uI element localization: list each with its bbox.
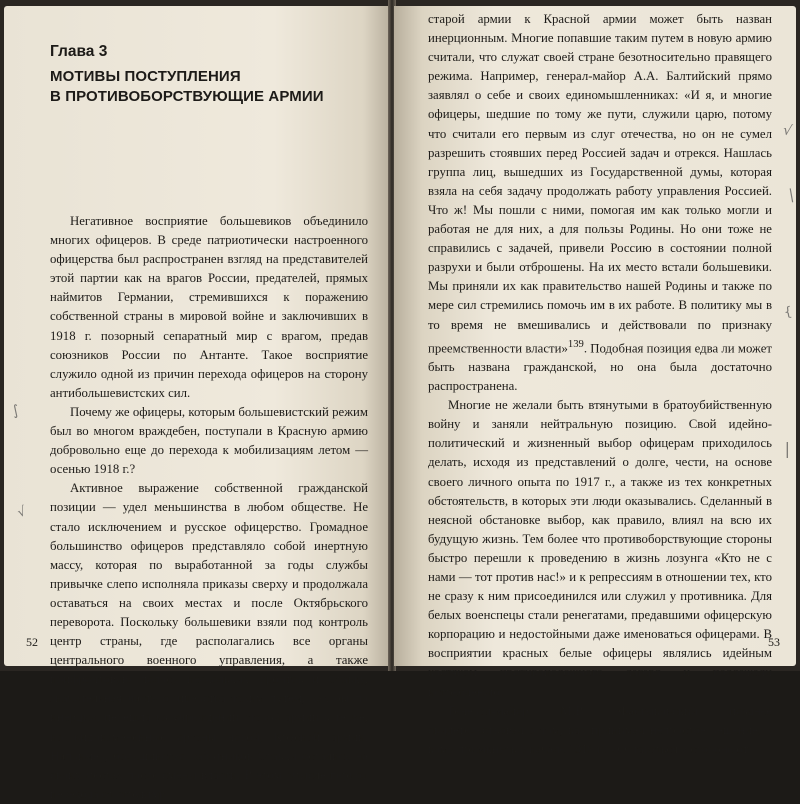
paragraph: Почему же офицеры, которым большевистский режим был во многом враждебен, поступали в Красную армию добровольно еще до перехода к мобилизациям летом — осенью 1918 г.? [50, 404, 368, 477]
footnote-ref: 139 [567, 338, 584, 350]
page-number-left: 52 [26, 635, 38, 649]
left-page [4, 6, 390, 801]
left-page-body [50, 212, 368, 804]
pencil-margin-mark: { [782, 304, 793, 321]
paragraph-text: . Подобная позиция едва ли может быть названа гражданской, но она была достаточно распространена. [428, 340, 772, 394]
right-page [394, 6, 796, 756]
chapter-title-line-1: МОТИВЫ ПОСТУПЛЕНИЯ [50, 68, 241, 85]
pencil-margin-mark: √ [15, 504, 29, 521]
pencil-margin-mark: ∫ [10, 402, 22, 420]
chapter-title-line-2: В ПРОТИВОБОРСТВУЮЩИЕ АРМИИ [50, 88, 324, 105]
chapter-title [50, 67, 370, 107]
pencil-margin-mark: √ [781, 122, 794, 140]
paragraph: Негативное восприятие большевиков объединило многих офицеров. В среде патриотически настроенного офицерства был распространен взгляд на представителей этой партии как на врагов России, предателей, прямых наймитов Германии, стремившихся к поражению собственной страны в мировой войне и заключивших в 1918 г. позорный сепаратный мир с врагом, предав союзников России по Антанте. Такое восприятие служило одной из причин перехода офицеров на сторону антибольшевистских сил. [50, 214, 368, 400]
paragraph-text: старой армии к Красной армии может быть назван инерционным. Многие попавшие таким путем в новую армию считали, что служат своей стране безотносительно правящего режима. Например, генерал-майор А.А. Балтийский прямо заявлял о себе и своих единомышленниках: «И я, и многие офицеры, шедшие по тому же пути, служили царю, потому что считали его первым из слуг отечества, но он не сумел разрешить стоявших перед Россией задач и отрекся. Нашлась группа лиц, вышедших из Государственной думы, которая взяла на себя задачу продолжать работу управления Россией. Что ж! Мы пошли с ними, помогая им как только могли и работая не для них, а для пользы Родины. Но они тоже не справились с задачей, привели Россию в состоянии полной разрухи и были отброшены. На их место встали большевики. Мы приняли их как правительство нашей Родины и также по мере сил стремились помочь им в их работе. В политику мы в то время не вмешивались и действовали по признаку преемственности власти» [428, 12, 772, 355]
chapter-label: Глава 3 [50, 43, 108, 60]
right-page-body [428, 10, 772, 759]
paragraph: Активное выражение собственной гражданской позиции — удел меньшинства в любом обществе. Не стало исключением и русское офицерство. Громадное большинство офицеров представляло собой инертную массу, которая по выработанной за годы службы привычке слепо исполняла приказы сверху и продолжала оставаться на своих местах и после Октябрьского переворота. Поскольку большевики взяли под контроль центр страны, где располагались все органы центрального военного управления, а также прифронтовую полосу нескольких фронтов и Ставку, значительная часть офицерства таким путем, как бы по инерции, перешла из учреждений старой армии в те же, но видоизмененные органы новой, Красной армии. Например, большинство работников Ставки остались на своих местах после смены власти. В этом смысле период перехода от структур [50, 481, 368, 801]
paragraph: Многие не желали быть втянутыми в братоубийственную войну и заняли нейтральную позицию. Свой идейно-политический и жизненный выбор офицерам приходилось делать, исходя из представлений о долге, чести, на основе своего личного опыта по 1917 г., а также из тех конкретных обстоятельств, в которых эти люди оказывались. Сделанный в неясной обстановке выбор, как правило, влиял на всю их будущую жизнь. Тем более что противоборствующие стороны быстро перешли к проведению в жизнь лозунга «Кто не с нами — тот против нас!» и к репрессиям в отношении тех, кто не сразу к ним присоединился или служил у противника. Для белых военспецы стали ренегатами, предавшими офицерскую корпорацию и недостойными даже именоваться офицерами. В восприятии красных белые офицеры являлись идейным костяком противоположного лагеря и подлежали истреблению. [428, 398, 772, 699]
chapter-heading [50, 42, 370, 107]
page-number-right: 53 [768, 635, 780, 649]
paragraph-continued [428, 10, 772, 396]
pencil-margin-mark: | [787, 186, 796, 204]
pencil-margin-mark: | [784, 439, 790, 458]
paragraph: Генерал-майор М.В. Фастыковский позднее свидетельствовал о том, как принимал непростое решение, к кому примкнуть в начале 1919 г.: «Оставаться в стороне от [428, 703, 772, 756]
